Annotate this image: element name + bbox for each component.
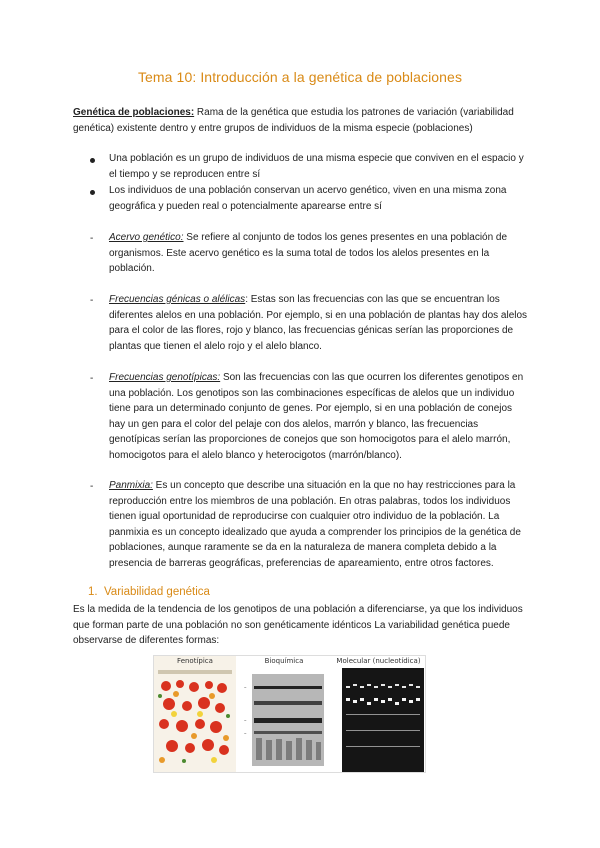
tomato-image	[154, 656, 236, 772]
dash-marker: -	[90, 233, 94, 244]
intro-paragraph	[73, 105, 533, 136]
section-paragraph: Es la medida de la tendencia de los genotipos de una población a diferenciarse, ya que los individuos que forman parte de una población no son genéticamente idénticos La variabilidad genética puede observarse de diferentes formas:	[73, 604, 523, 647]
panel-title: Bioquímica	[264, 657, 304, 665]
phenotypic-panel	[154, 656, 236, 772]
section-number: 1.	[88, 586, 98, 598]
dash-marker: -	[90, 295, 94, 306]
molecular-panel	[332, 656, 425, 772]
section-heading	[88, 586, 210, 598]
definition-panmixia	[109, 478, 529, 572]
bullet-dot	[90, 190, 95, 195]
variability-figure	[153, 655, 426, 773]
bullet-item-2: Los individuos de una población conservan un acervo genético, viven en una misma zona geográfica y pueden real o potencialmente aparearse entre sí	[109, 185, 507, 212]
definition-acervo	[109, 230, 509, 277]
definition-text: Son las frecuencias con las que ocurren los diferentes genotipos en una población. Los genotipos son las combinaciones específicas de alelos que un individuo tiene para un determinado conjunto de genes. Por ejemplo, si en una población de conejos hay un gen para el color del pelaje con dos alelos, marrón y blanco, las frecuencias genotípicas serían las proporciones de conejos que son homocigotos para el alelo marrón, homocigotos para el alelo blanco y heterocigotos (marrón/blanco).	[109, 372, 524, 461]
protein-gel-image	[238, 656, 330, 772]
panel-title: Molecular (nucleotídica)	[336, 657, 421, 665]
bullet-item-1: Una población es un grupo de individuos de una misma especie que conviven en el espacio y el tiempo y se reproducen entre sí	[109, 153, 524, 180]
dna-gel-image	[332, 656, 425, 772]
definition-text: Se refiere al conjunto de todos los genes presentes en una población de organismos. Este acervo genético es la suma total de todos los alelos presentes en la población.	[109, 232, 508, 275]
panel-title: Fenotípica	[177, 657, 213, 665]
definition-frecuencias-genicas	[109, 292, 531, 354]
definition-frecuencias-genotipicas	[109, 370, 529, 464]
definition-text: : Estas son las frecuencias con las que se encuentran los diferentes alelos en una población. Por ejemplo, si en una población de plantas hay dos alelos para el color de las flores, rojo y blanco, las frecuencias génicas serían las proporciones de plantas que tienen el alelo rojo y el alelo blanco.	[109, 294, 528, 352]
definition-text: Es un concepto que describe una situación en la que no hay restricciones para la reproducción entre los miembros de una población. En otras palabras, todos los individuos tienen igual oportunidad de reproducirse con cualquier otro individuo de la población. La panmixia es un concepto idealizado que ayuda a comprender los principios de la genética de poblaciones, aunque raramente se da en la naturaleza de manera completa debido a la presencia de barreras geográficas, preferencias de apareamiento, entre otros factores.	[109, 480, 521, 569]
definition-term: Frecuencias génicas o alélicas	[109, 294, 246, 305]
svg-text:–: –	[244, 731, 247, 737]
svg-text:–: –	[244, 718, 247, 724]
svg-text:–: –	[244, 685, 247, 691]
dash-marker: -	[90, 373, 94, 384]
intro-term: Genética de poblaciones:	[73, 107, 195, 118]
section-title: Variabilidad genética	[103, 586, 210, 598]
dash-marker: -	[90, 481, 94, 492]
definition-term: Panmixia:	[109, 480, 153, 491]
page-title: Tema 10: Introducción a la genética de poblaciones	[137, 69, 463, 85]
biochemical-panel	[238, 656, 330, 772]
intro-text: Rama de la genética que estudia los patrones de variación (variabilidad genética) existente dentro y entre grupos de individuos de la misma especie (poblaciones)	[73, 107, 514, 134]
definition-term: Acervo genético:	[109, 232, 184, 243]
bullet-dot	[90, 158, 95, 163]
definition-term: Frecuencias genotípicas:	[109, 372, 221, 383]
